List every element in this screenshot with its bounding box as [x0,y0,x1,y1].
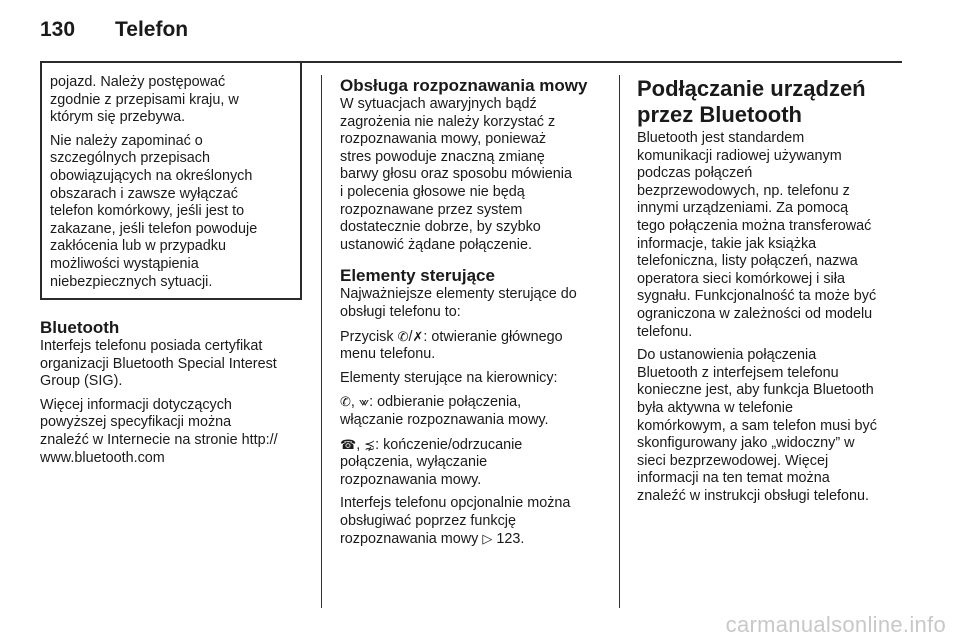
phone-handset-icon: ✆ [397,328,409,344]
text-line: sieci bezprzewodowej. Więcej [637,452,829,469]
running-title: Telefon [115,18,189,41]
text-line: ustanowić żądane połączenie. [340,236,533,253]
text-line: Interfejs telefonu opcjonalnie można [340,495,571,512]
text-line: konieczne jest, aby funkcja Bluetooth [637,382,874,399]
voice-command-icon: ⩖ [358,394,370,410]
text-line: : odbieranie połączenia, [369,394,522,411]
text-line: tego połączenia można transferować [637,217,872,234]
bluetooth-paragraph-2 [40,397,302,467]
bluetooth-paragraph-1 [40,338,302,391]
text-line: : kończenie/odrzucanie [375,436,523,453]
page-number: 130 [40,18,76,41]
end-call-paragraph: ☎, ⋨: kończenie/odrzucanie połączenia, wyłączanie rozpoznawania mowy. [340,436,523,488]
text-line: sygnału. Funkcjonalność ta może być [637,288,877,305]
text-line: obowiązujących na określonych [50,167,253,184]
text-line: Więcej informacji dotyczących [40,396,232,413]
text-line: informacji na ten temat można [637,470,830,487]
phone-button-paragraph: Przycisk ✆/✗: otwieranie głównego menu telefonu. [340,328,563,363]
text-line: znaleźć w instrukcji obsługi telefonu. [637,487,869,504]
text-line: komunikacji radiowej używanym [637,147,842,164]
text-line: skonfigurowany jako „widoczny” w [637,435,855,452]
text-line: Do ustanowienia połączenia [637,347,817,364]
text-line: zgodnie z przepisami kraju, w [50,91,239,108]
warning-paragraph-2 [50,133,292,291]
text-line: Bluetooth z interfejsem telefonu [637,364,839,381]
text-line: komórkowym, a sam telefon musi być [637,417,877,434]
text-line: stres powoduje znaczną zmianę [340,148,545,165]
answer-call-paragraph: ✆, ⩖: odbieranie połączenia, włączanie rozpoznawania mowy. [340,394,549,428]
text-line: i polecenia głosowe nie będą [340,183,525,200]
controls-heading: Elementy sterujące [340,266,495,286]
text-line: pojazd. Należy postępować [50,74,226,90]
text-line: bezprzewodowych, np. telefonu z [637,182,850,199]
heading-line: Podłączanie urządzeń [637,76,866,101]
voice-recognition-heading: Obsługa rozpoznawania mowy [340,76,588,95]
text-line: organizacji Bluetooth Special Interest [40,355,277,372]
text-line: Przycisk [340,328,398,345]
call-end-icon: ☎ [340,436,357,452]
bluetooth-connection-heading [637,76,903,128]
text-line: W sytuacjach awaryjnych bądź [340,96,537,112]
text-line: zakłócenia lub w przypadku [50,238,226,255]
column-1 [40,66,302,473]
text-line: : otwieranie głównego [423,328,563,345]
text-line: telefoniczna, listy połączeń, nazwa [637,253,858,270]
text-line: szczególnych przepisach [50,150,210,167]
controls-intro [340,286,604,321]
text-line: zakazane, jeśli telefon powoduje [50,220,258,237]
warning-box [40,62,302,300]
column-divider-1 [321,75,322,608]
text-line: była aktywna w telefonie [637,399,793,416]
text-line: barwy głosu oraz sposobu mówienia [340,166,572,183]
text-line: możliwości wystąpienia [50,255,199,272]
text-line: włączanie rozpoznawania mowy. [340,411,549,428]
text-line: ograniczona w zależności od modelu [637,305,873,322]
column-3 [637,66,903,511]
text-line: rozpoznawania mowy [340,531,483,548]
text-line: którym się przebywa. [50,109,186,126]
text-line: operatora sieci komórkowej i siła [637,270,845,287]
steering-controls-intro: Elementy sterujące na kierownicy: [340,369,558,386]
text-line: Group (SIG). [40,373,123,390]
text-line: podczas połączeń [637,165,753,182]
watermark: carmanualsonline.info [725,612,946,637]
bluetooth-heading: Bluetooth [40,318,120,337]
text-line: telefonu. [637,323,693,340]
text-line: www.bluetooth.com [40,449,165,466]
text-line: rozpoznawania mowy. [340,471,482,488]
text-line: połączenia, wyłączanie [340,454,488,471]
heading-line: przez Bluetooth [637,102,802,127]
phone-mute-icon: ✗ [412,328,424,344]
text-line: obsługiwać poprzez funkcję [340,512,516,529]
text-line: dostatecznie dobrze, by szybko [340,219,541,236]
voice-off-icon: ⋨ [364,436,376,452]
bluetooth-setup-paragraph [637,347,903,505]
text-line: zagrożenia nie należy korzystać z [340,113,556,130]
text-line: znaleźć w Internecie na stronie http:// [40,431,278,448]
text-line: obszarach i zawsze wyłączać [50,185,238,202]
voice-interface-paragraph [340,495,604,549]
text-line: Najważniejsze elementy sterujące do [340,286,577,303]
bluetooth-standard-paragraph [637,130,903,341]
text-line: menu telefonu. [340,346,436,363]
page-reference-icon: ▷ [482,531,493,547]
text-line: informacje, takie jak książka [637,235,817,252]
text-line: innymi urządzeniami. Za pomocą [637,200,849,217]
call-answer-icon: ✆ [340,394,351,410]
column-divider-2 [619,75,620,608]
text-line: Nie należy zapominać o [50,132,203,149]
text-line: rozpoznawane przez system [340,201,523,218]
text-line: telefon komórkowy, jeśli jest to [50,203,245,220]
text-line: rozpoznawania mowy, ponieważ [340,131,547,148]
column-2 [340,66,604,555]
warning-paragraph-1 [50,74,292,127]
text-line: niebezpiecznych sytuacji. [50,273,213,290]
page-reference: 123. [492,531,525,548]
text-line: obsługi telefonu to: [340,303,461,320]
text-line: Bluetooth jest standardem [637,130,805,146]
text-line: powyższej specyfikacji można [40,414,232,431]
voice-paragraph [340,96,604,254]
text-line: Interfejs telefonu posiada certyfikat [40,338,263,354]
